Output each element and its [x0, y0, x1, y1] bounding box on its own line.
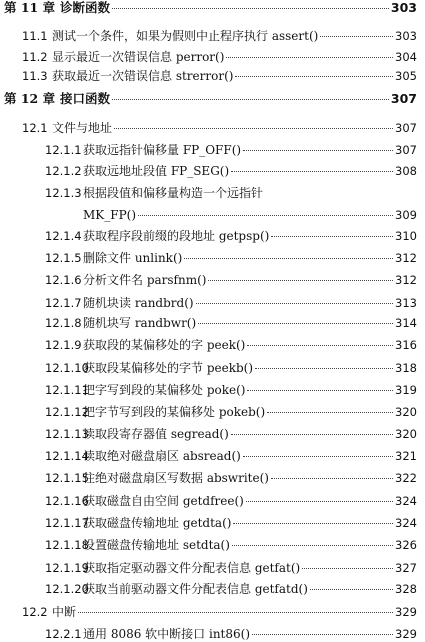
- leader-dots: [112, 98, 389, 100]
- entry-title: 显示最近一次错误信息 perror(): [52, 50, 225, 64]
- leader-dots: [310, 588, 393, 590]
- entry-number: 12.1.3: [45, 186, 82, 200]
- leader-dots: [233, 522, 393, 524]
- page-number: 303: [395, 29, 417, 43]
- entry-number: 12.1.14: [45, 449, 89, 463]
- page-number: 322: [395, 471, 417, 485]
- entry-title: 删除文件 unlink(): [83, 251, 183, 265]
- toc-entry: [45, 337, 417, 353]
- toc-entry: [45, 382, 417, 398]
- leader-dots: [78, 611, 393, 613]
- entry-title: 获取磁盘传输地址 getdta(): [83, 516, 232, 530]
- toc-entry: [45, 448, 417, 464]
- entry-title: 获取指定驱动器文件分配表信息 getfat(): [83, 561, 301, 575]
- entry-title: 随机块读 randbrd(): [83, 296, 194, 310]
- toc-entry: [45, 185, 417, 201]
- page-number: 326: [395, 538, 417, 552]
- page-number: 305: [395, 69, 417, 83]
- entry-number: 11.3: [22, 69, 48, 83]
- toc-entry: [22, 120, 417, 136]
- leader-dots: [112, 7, 389, 9]
- entry-number: 12.1.13: [45, 427, 89, 441]
- leader-dots: [231, 170, 393, 172]
- toc-entry: [45, 626, 417, 642]
- page-number: 329: [395, 627, 417, 641]
- entry-title: 把字写到段的某偏移处 poke(): [83, 383, 246, 397]
- entry-number: 12.1.5: [45, 251, 82, 265]
- entry-title: 文件与地址: [52, 121, 113, 135]
- entry-number: 12.1.6: [45, 273, 82, 287]
- entry-title: 接口函数: [60, 91, 111, 106]
- entry-number: 12.1.12: [45, 405, 89, 419]
- entry-number: 12.1.9: [45, 338, 82, 352]
- leader-dots: [271, 477, 393, 479]
- entry-title: 诊断函数: [60, 0, 111, 15]
- entry-title: 获取远地址段值 FP_SEG(): [83, 164, 230, 178]
- toc-entry: [45, 250, 417, 266]
- toc-entry: [45, 207, 417, 223]
- page-number: 329: [395, 605, 417, 619]
- entry-number: 12.1.4: [45, 229, 82, 243]
- leader-dots: [231, 433, 393, 435]
- entry-number: 12.1.2: [45, 164, 82, 178]
- entry-title: 分析文件名 parsfnm(): [83, 273, 207, 287]
- toc-entry: [45, 493, 417, 509]
- leader-dots: [267, 411, 393, 413]
- toc-entry: [45, 315, 417, 331]
- entry-number: 12.1.15: [45, 471, 89, 485]
- toc-entry: [22, 28, 417, 44]
- page-number: 307: [390, 91, 417, 106]
- entry-number: 11.1: [22, 29, 48, 43]
- page-number: 313: [395, 296, 417, 310]
- toc-entry: [22, 604, 417, 620]
- page-number: 324: [395, 516, 417, 530]
- leader-dots: [271, 235, 393, 237]
- entry-number: 12.1.19: [45, 561, 89, 575]
- toc-entry: [22, 68, 417, 84]
- entry-number: 12.1.18: [45, 538, 89, 552]
- toc-entry: [45, 272, 417, 288]
- toc-entry: [22, 49, 417, 65]
- entry-title: 把字节写到段的某偏移处 pokeb(): [83, 405, 266, 419]
- entry-title: 获取磁盘自由空间 getdfree(): [83, 494, 244, 508]
- leader-dots: [232, 544, 393, 546]
- page-number: 327: [395, 561, 417, 575]
- entry-number: 第 12 章: [4, 91, 56, 106]
- leader-dots: [243, 455, 393, 457]
- toc-entry: [45, 470, 417, 486]
- entry-number: 12.1.1: [45, 143, 82, 157]
- entry-title: 设置磁盘传输地址 setdta(): [83, 538, 230, 552]
- entry-number: 12.2.1: [45, 627, 82, 641]
- page-number: 310: [395, 229, 417, 243]
- leader-dots: [226, 56, 393, 58]
- toc-entry: [45, 537, 417, 553]
- leader-dots: [302, 567, 393, 569]
- entry-title: 获取远指针偏移量 FP_OFF(): [83, 143, 242, 157]
- page-number: 320: [395, 405, 417, 419]
- leader-dots: [138, 214, 393, 216]
- entry-title: 读取绝对磁盘扇区 absread(): [83, 449, 241, 463]
- page-number: 304: [395, 50, 417, 64]
- page-number: 324: [395, 494, 417, 508]
- chapter-entry: [4, 0, 417, 16]
- leader-dots: [184, 257, 393, 259]
- entry-number: 12.1.10: [45, 361, 89, 375]
- leader-dots: [246, 500, 393, 502]
- entry-number: 第 11 章: [4, 0, 56, 15]
- entry-number: 12.1: [22, 121, 48, 135]
- chapter-entry: [4, 91, 417, 107]
- entry-title: 获取当前驱动器文件分配表信息 getfatd(): [83, 582, 308, 596]
- leader-dots: [235, 75, 393, 77]
- toc-entry: [45, 426, 417, 442]
- leader-dots: [252, 633, 393, 635]
- entry-title: 根据段值和偏移量构造一个远指针: [83, 186, 264, 200]
- page-number: 321: [395, 449, 417, 463]
- page-number: 320: [395, 427, 417, 441]
- entry-title: 随机块写 randbwr(): [83, 316, 197, 330]
- page-number: 312: [395, 273, 417, 287]
- entry-title: 获取段的某偏移处的字 peek(): [83, 338, 246, 352]
- page-number: 318: [395, 361, 417, 375]
- leader-dots: [243, 149, 393, 151]
- entry-number: 12.2: [22, 605, 48, 619]
- entry-number: 12.1.20: [45, 582, 89, 596]
- entry-title: 获取程序段前缀的段地址 getpsp(): [83, 229, 270, 243]
- page-number: 314: [395, 316, 417, 330]
- leader-dots: [247, 389, 393, 391]
- toc-entry: [45, 404, 417, 420]
- toc-entry: [45, 163, 417, 179]
- leader-dots: [114, 127, 393, 129]
- toc-entry: [45, 295, 417, 311]
- entry-number: 12.1.8: [45, 316, 82, 330]
- entry-title: 测试一个条件，如果为假则中止程序执行 assert(): [52, 29, 319, 43]
- page-number: 307: [395, 121, 417, 135]
- page-number: 307: [395, 143, 417, 157]
- toc-entry: [45, 228, 417, 244]
- toc-entry: [45, 360, 417, 376]
- entry-title: 通用 8086 软中断接口 int86(): [83, 627, 251, 641]
- entry-number: 12.1.16: [45, 494, 89, 508]
- entry-title: 获取段某偏移处的字节 peekb(): [83, 361, 254, 375]
- leader-dots: [320, 35, 393, 37]
- leader-dots: [196, 302, 393, 304]
- entry-number: 12.1.7: [45, 296, 82, 310]
- entry-title: 往绝对磁盘扇区写数据 abswrite(): [83, 471, 269, 485]
- page-number: 308: [395, 164, 417, 178]
- page-number: 328: [395, 582, 417, 596]
- entry-title: 获取最近一次错误信息 strerror(): [52, 69, 234, 83]
- leader-dots: [208, 279, 393, 281]
- toc-entry: [45, 515, 417, 531]
- leader-dots: [198, 322, 393, 324]
- toc-entry: [45, 581, 417, 597]
- page-number: 316: [395, 338, 417, 352]
- toc-entry: [45, 142, 417, 158]
- page-number: 303: [390, 0, 417, 15]
- entry-title: MK_FP(): [83, 208, 137, 222]
- entry-number: 11.2: [22, 50, 48, 64]
- entry-number: 12.1.11: [45, 383, 89, 397]
- entry-title: 读取段寄存器值 segread(): [83, 427, 229, 441]
- page-number: 312: [395, 251, 417, 265]
- toc-entry: [45, 560, 417, 576]
- entry-title: 中断: [52, 605, 77, 619]
- leader-dots: [255, 367, 393, 369]
- page-number: 309: [395, 208, 417, 222]
- entry-number: 12.1.17: [45, 516, 89, 530]
- leader-dots: [247, 344, 393, 346]
- page-number: 319: [395, 383, 417, 397]
